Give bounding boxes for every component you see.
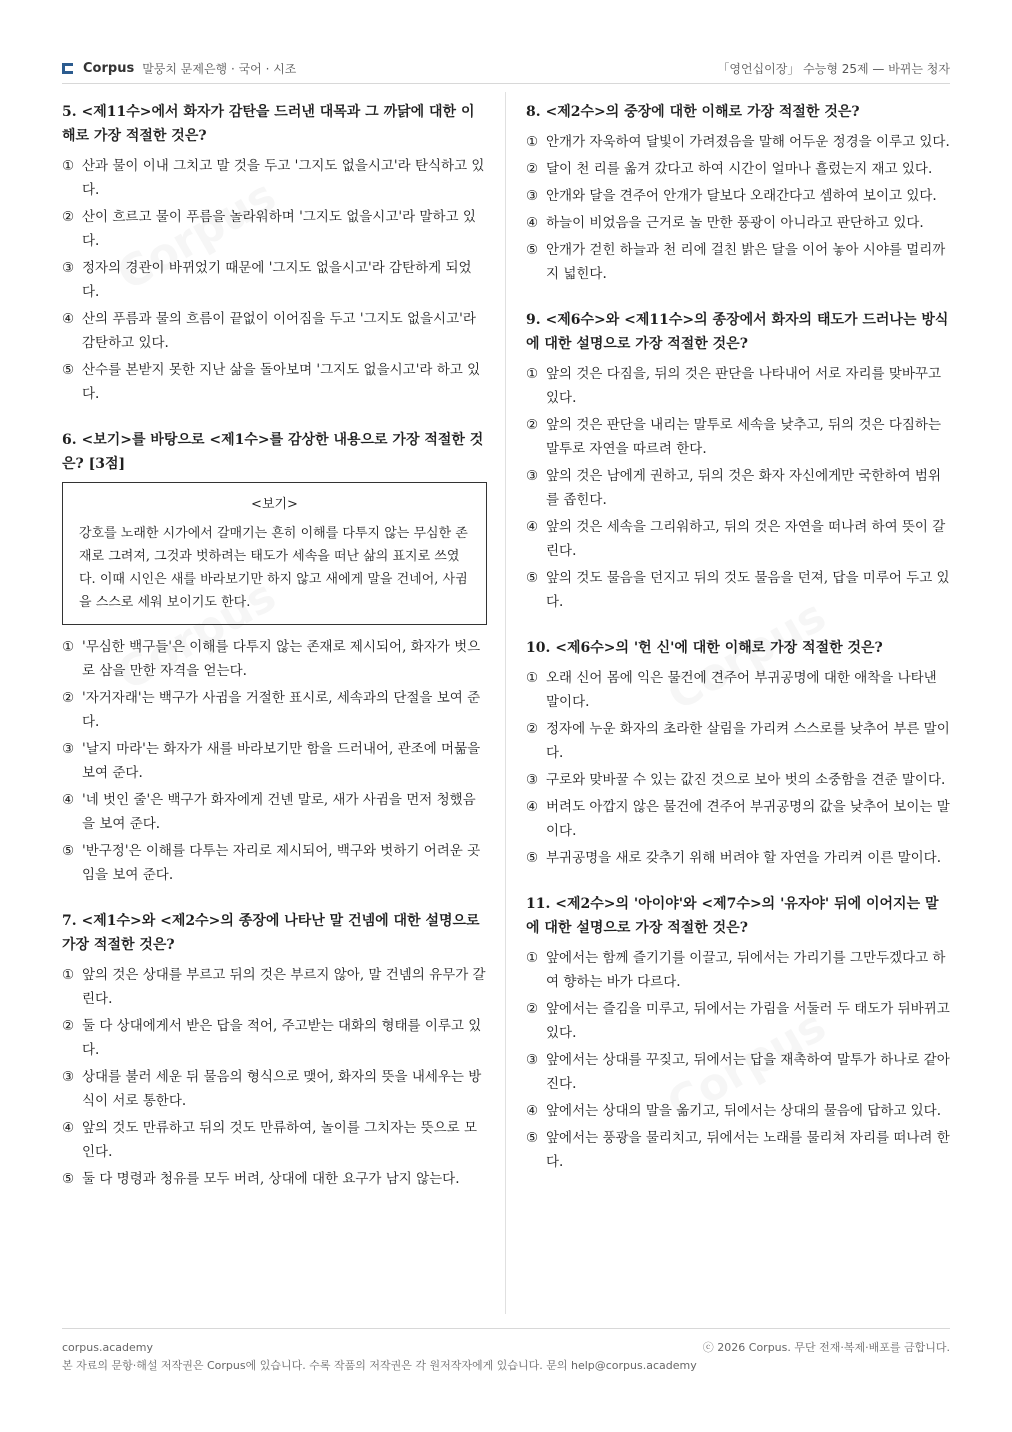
option[interactable] [526,946,950,994]
footer-notice: 본 자료의 문항·해설 저작권은 Corpus에 있습니다. 수록 작품의 저작권은 각 원저작자에게 있습니다. 문의 help@corpus.academy [62,1359,697,1372]
question-6 [62,428,487,887]
option-text: 둘 다 명령과 청유를 모두 버려, 상대에 대한 요구가 남지 않는다. [82,1171,460,1187]
option-text: 앞의 것은 판단을 내리는 말투로 세속을 낮추고, 뒤의 것은 다짐하는 말투로 자연을 따르려 한다. [546,417,942,457]
option-mark: ② [62,1018,75,1034]
option-text: 앞에서는 함께 즐기기를 이끌고, 뒤에서는 가리기를 그만두겠다고 하여 향하는 바가 다르다. [546,950,946,990]
option-text: 구로와 맞바꿀 수 있는 값진 것으로 보아 벗의 소중함을 견준 말이다. [546,772,946,788]
option-mark: ③ [62,260,75,276]
option[interactable] [526,413,950,461]
option[interactable] [62,963,487,1011]
option[interactable] [526,1048,950,1096]
option-text: 앞의 것은 세속을 그리워하고, 뒤의 것은 자연을 떠나려 하여 뜻이 갈린다. [546,519,946,559]
page-header [62,56,950,84]
option-mark: ② [62,690,75,706]
option-mark: ① [526,134,539,150]
option-text: 앞에서는 상대의 말을 옮기고, 뒤에서는 상대의 물음에 답하고 있다. [546,1103,942,1119]
option-text: 정자의 경관이 바뀌었기 때문에 '그지도 없을시고'라 감탄하게 되었다. [82,260,472,300]
option-mark: ⑤ [62,1171,75,1187]
option-mark: ④ [62,311,75,327]
question-title: 6. <보기>를 바탕으로 <제1수>를 감상한 내용으로 가장 적절한 것은? [3점] [62,432,484,472]
question-7 [62,909,487,1191]
option[interactable] [526,717,950,765]
option[interactable] [62,1167,487,1191]
option[interactable] [62,839,487,887]
question-title: 10. <제6수>의 '헌 신'에 대한 이해로 가장 적절한 것은? [526,640,883,656]
column-divider [505,92,506,1314]
option-text: 버려도 아깝지 않은 물건에 견주어 부귀공명의 값을 낮추어 보이는 말이다. [546,799,950,839]
option-mark: ② [526,721,539,737]
option-text: 하늘이 비었음을 근거로 놀 만한 풍광이 아니라고 판단하고 있다. [546,215,924,231]
option-mark: ① [526,950,539,966]
option-mark: ② [526,161,539,177]
option-text: 앞의 것은 상대를 부르고 뒤의 것은 부르지 않아, 말 건넴의 유무가 갈린다. [82,967,486,1007]
option-mark: ① [62,158,75,174]
question-title: 11. <제2수>의 '아이야'와 <제7수>의 '유자야' 뒤에 이어지는 말에 대한 설명으로 가장 적절한 것은? [526,896,939,936]
option[interactable] [526,768,950,792]
question-5 [62,100,487,406]
option[interactable] [526,666,950,714]
option[interactable] [62,686,487,734]
option[interactable] [526,515,950,563]
option-mark: ② [62,209,75,225]
option-text: 앞에서는 상대를 꾸짖고, 뒤에서는 답을 재촉하여 말투가 하나로 같아진다. [546,1052,950,1092]
option[interactable] [62,256,487,304]
left-column [62,100,487,1213]
option[interactable] [62,358,487,406]
question-title: 8. <제2수>의 중장에 대한 이해로 가장 적절한 것은? [526,104,860,120]
option-text: 안개가 자욱하여 달빛이 가려졌음을 말해 어두운 정경을 이루고 있다. [546,134,950,150]
option-text: 안개가 걷힌 하늘과 천 리에 걸친 밝은 달을 이어 놓아 시야를 멀리까지 넓힌다. [546,242,946,282]
option-text: '반구정'은 이해를 다투는 자리로 제시되어, 백구와 벗하기 어려운 곳임을 보여 준다. [82,843,481,883]
option-text: 부귀공명을 새로 갖추기 위해 버려야 할 자연을 가리켜 이른 말이다. [546,850,942,866]
option[interactable] [526,238,950,286]
option-text: 앞에서는 즐김을 미루고, 뒤에서는 가림을 서둘러 두 태도가 뒤바뀌고 있다. [546,1001,950,1041]
bogi-box [62,482,487,625]
option[interactable] [526,130,950,154]
option-text: 산과 물이 이내 그치고 말 것을 두고 '그지도 없을시고'라 탄식하고 있다. [82,158,485,198]
corpus-logo-icon [62,63,73,74]
option[interactable] [62,1014,487,1062]
option-text: 앞의 것도 만류하고 뒤의 것도 만류하여, 놀이를 그치자는 뜻으로 모인다. [82,1120,478,1160]
option[interactable] [526,157,950,181]
question-9 [526,308,950,614]
option-mark: ④ [526,519,539,535]
option[interactable] [62,635,487,683]
option-text: 안개와 달을 견주어 안개가 달보다 오래간다고 셈하여 보이고 있다. [546,188,937,204]
footer-site-link[interactable]: corpus.academy [62,1341,153,1354]
option-text: 둘 다 상대에게서 받은 답을 적어, 주고받는 대화의 형태를 이루고 있다. [82,1018,482,1058]
question-11 [526,892,950,1174]
option-mark: ③ [62,1069,75,1085]
option[interactable] [62,788,487,836]
option[interactable] [62,205,487,253]
breadcrumb: 말뭉치 문제은행 · 국어 · 시조 [142,62,297,76]
option-mark: ③ [526,188,539,204]
bogi-text: 강호를 노래한 시가에서 갈매기는 흔히 이해를 다투지 않는 무심한 존재로 그려져, 그것과 벗하려는 태도가 세속을 떠난 삶의 표지로 쓰였다. 이때 시인은 새를 바라보기만 하지 않고 새에게 말을 건네어, 사귐을 스스로 세워 보이기도 한다. [79,526,468,610]
footer-copyright: ⓒ 2026 Corpus. 무단 전재·복제·배포를 금합니다. [702,1341,950,1354]
option-text: 앞에서는 풍광을 물리치고, 뒤에서는 노래를 물리쳐 자리를 떠나려 한다. [546,1130,950,1170]
option-mark: ④ [526,1103,539,1119]
option[interactable] [526,846,950,870]
option-text: 산수를 본받지 못한 지난 삶을 돌아보며 '그지도 없을시고'라 하고 있다. [82,362,481,402]
question-title: 5. <제11수>에서 화자가 감탄을 드러낸 대목과 그 까닭에 대한 이해로 가장 적절한 것은? [62,104,475,144]
option-text: '자거자래'는 백구가 사귐을 거절한 표시로, 세속과의 단절을 보여 준다. [82,690,481,730]
option[interactable] [62,737,487,785]
option[interactable] [526,997,950,1045]
footer-row [62,1339,950,1357]
option-mark: ③ [526,468,539,484]
option-text: '네 벗인 줄'은 백구가 화자에게 건넨 말로, 새가 사귐을 먼저 청했음을 보여 준다. [82,792,476,832]
option-text: 앞의 것도 물음을 던지고 뒤의 것도 물음을 던져, 답을 미루어 두고 있다. [546,570,950,610]
option-text: '날지 마라'는 화자가 새를 바라보기만 함을 드러내어, 관조에 머묾을 보여 준다. [82,741,481,781]
question-title: 7. <제1수>와 <제2수>의 종장에 나타난 말 건넴에 대한 설명으로 가장 적절한 것은? [62,913,480,953]
option[interactable] [526,1126,950,1174]
option-mark: ③ [526,1052,539,1068]
option-text: '무심한 백구들'은 이해를 다투지 않는 존재로 제시되어, 화자가 벗으로 삼을 만한 자격을 얻는다. [82,639,481,679]
option-mark: ② [526,1001,539,1017]
option-mark: ① [62,967,75,983]
option-mark: ⑤ [526,570,539,586]
option[interactable] [62,307,487,355]
logo-text: Corpus [83,61,135,76]
option-mark: ④ [62,1120,75,1136]
option[interactable] [526,464,950,512]
option-mark: ③ [62,741,75,757]
option[interactable] [62,154,487,202]
option[interactable] [62,1065,487,1113]
option-mark: ① [62,639,75,655]
option[interactable] [526,362,950,410]
option-mark: ④ [62,792,75,808]
option-mark: ⑤ [526,1130,539,1146]
option[interactable] [526,566,950,614]
option-mark: ④ [526,799,539,815]
option[interactable] [526,211,950,235]
document-title: 「영언십이장」 수능형 25제 — 바뀌는 청자 [717,62,950,76]
option-text: 달이 천 리를 옮겨 갔다고 하여 시간이 얼마나 흘렀는지 재고 있다. [546,161,933,177]
option-mark: ② [526,417,539,433]
option-mark: ④ [526,215,539,231]
option-mark: ⑤ [62,843,75,859]
bogi-title: <보기> [251,497,298,512]
option-text: 앞의 것은 다짐을, 뒤의 것은 판단을 나타내어 서로 자리를 맞바꾸고 있다. [546,366,942,406]
option-mark: ⑤ [526,242,539,258]
option[interactable] [526,795,950,843]
question-8 [526,100,950,286]
option-text: 산이 흐르고 물이 푸름을 놀라워하며 '그지도 없을시고'라 말하고 있다. [82,209,476,249]
option-text: 앞의 것은 남에게 권하고, 뒤의 것은 화자 자신에게만 국한하여 범위를 좁힌다. [546,468,942,508]
option-mark: ⑤ [526,850,539,866]
option-text: 오래 신어 몸에 익은 물건에 견주어 부귀공명에 대한 애착을 나타낸 말이다. [546,670,937,710]
option-text: 상대를 불러 세운 뒤 물음의 형식으로 맺어, 화자의 뜻을 내세우는 방식이 서로 통한다. [82,1069,482,1109]
option[interactable] [526,184,950,208]
option-mark: ③ [526,772,539,788]
right-column [526,100,950,1196]
option-mark: ⑤ [62,362,75,378]
header-left [62,60,296,77]
option-text: 정자에 누운 화자의 초라한 살림을 가리켜 스스로를 낮추어 부른 말이다. [546,721,950,761]
option-mark: ① [526,366,539,382]
page-footer [62,1328,950,1375]
option-text: 산의 푸름과 물의 흐름이 끝없이 이어짐을 두고 '그지도 없을시고'라 감탄하고 있다. [82,311,476,351]
option[interactable] [526,1099,950,1123]
question-10 [526,636,950,870]
question-title: 9. <제6수>와 <제11수>의 종장에서 화자의 태도가 드러나는 방식에 대한 설명으로 가장 적절한 것은? [526,312,949,352]
option[interactable] [62,1116,487,1164]
option-mark: ① [526,670,539,686]
